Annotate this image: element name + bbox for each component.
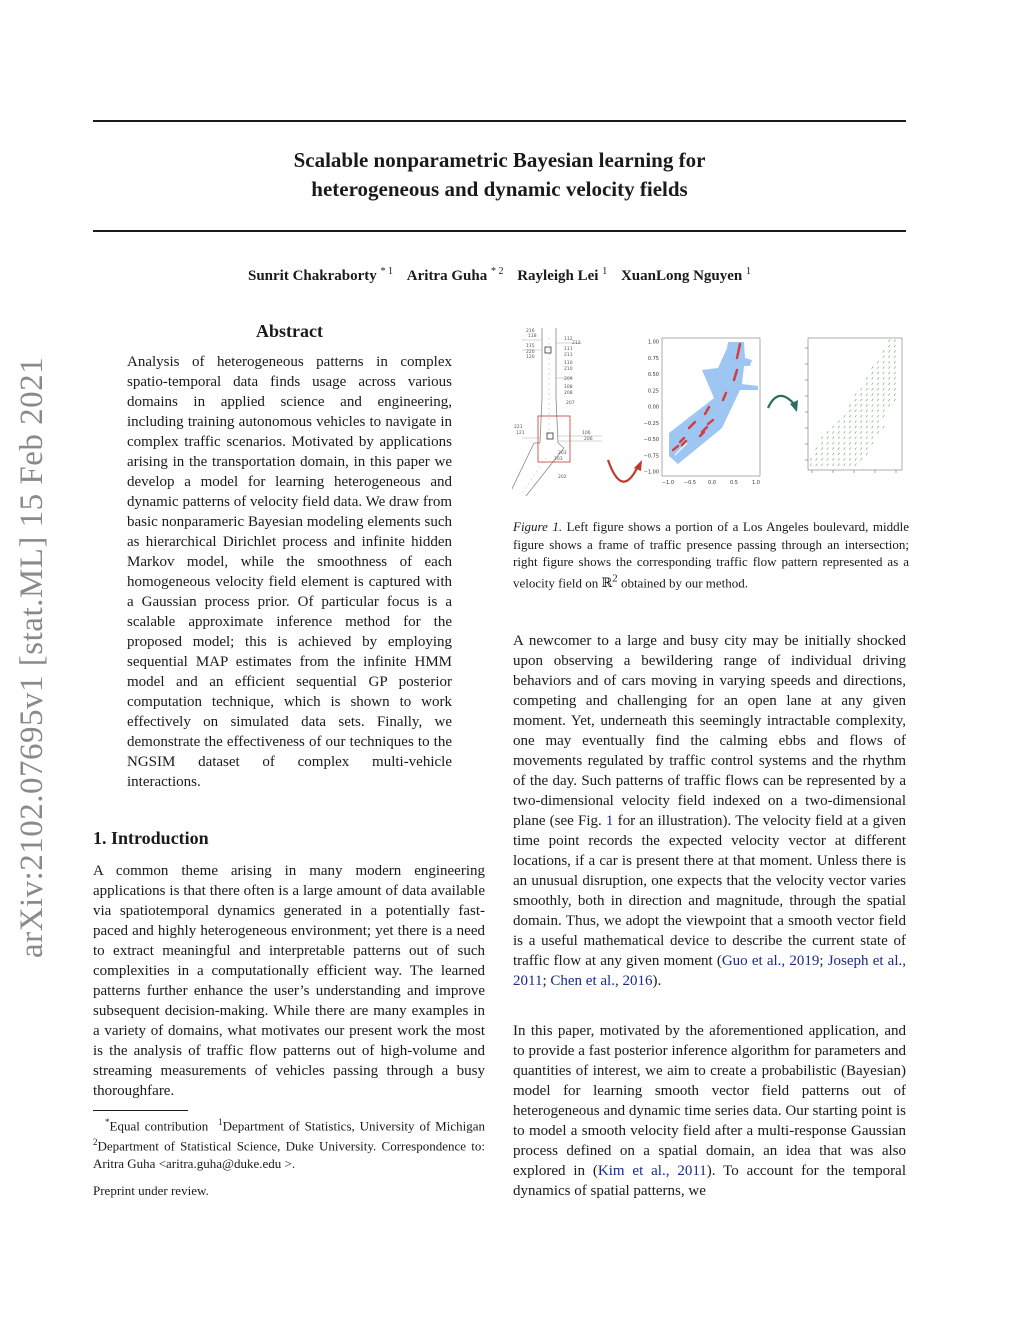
footnote-rule	[93, 1110, 188, 1111]
map-label: 202	[558, 475, 567, 480]
map-label: 206	[584, 437, 593, 442]
map-label: 121	[516, 431, 525, 436]
author: Sunrit Chakraborty $^{* 1}$	[248, 266, 394, 284]
title-line-1: Scalable nonparametric Bayesian learning for	[293, 148, 706, 172]
y-tick-label: −0.50	[643, 437, 659, 443]
y-tick-label: −1.00	[643, 469, 659, 476]
abstract-heading: Abstract	[256, 321, 323, 341]
abstract-text: Analysis of heterogeneous patterns in complex spatio-temporal data finds usage across various domains in applied science and engineering, including training autonomous vehicles to navigate in complex traffic scenarios. Motivated by applications arising in the transportation domain, in this paper we develop a model for learning heterogeneous and dynamic patterns of velocity field data. We draw from basic nonparameric Bayesian modeling elements such as hierarchical Dirichlet process and infinite hidden Markov model, while the smoothness of each homogeneous velocity field element is captured with a Gaussian process prior. Of particular focus is a scalable approximate inference method for the proposed model; this is achieved by employing sequential MAP estimates from the infinite HMM model and an efficient sequential GP posterior computation technique, which is shown to work effectively on simulated data sets. Finally, we demonstrate the effectiveness of our techniques to the NGSIM dataset of complex multi-vehicle interactions.	[127, 354, 452, 790]
y-tick-label: 0.00	[647, 404, 659, 411]
map-label: 208	[564, 391, 573, 396]
map-label: 110	[564, 361, 573, 366]
map-label: 108	[564, 385, 573, 390]
figure-1	[512, 328, 908, 496]
y-tick-label: 0.25	[647, 388, 659, 395]
map-label: 209	[564, 377, 573, 382]
velocity-field-plot	[805, 338, 902, 473]
map-label: 212	[572, 341, 581, 346]
title-rule-bottom	[93, 230, 906, 232]
title-rule-top	[93, 120, 906, 122]
introduction-paragraph-2: A newcomer to a large and busy city may be initially shocked upon observing a bewildering range of individual driving behaviors and of cars moving in varying speeds and directions, competing and challenging for an open lane at any given moment. Yet, underneath this seemingly intractable complexity, one may eventually find the calming ebbs and flows of movements regulated by traffic control systems and the rhythm of the day. Such patterns of traffic flows can be represented by a two-dimensional velocity field indexed on a two-dimensional plane (see Fig. 1 for an illustration). The velocity field at a given time point records the expected velocity vector at different locations, if a car is present there at that moment. Unless there is an unusual disruption, one expects that the velocity vector varies smoothly, both in direction and magnitude, through the spatial domain. Thus, we adopt the viewpoint that a smooth vector field is a useful mathematical device to describe the current state of traffic flow at any given moment (Guo et al., 2019; Joseph et al., 2011; Chen et al., 2016).	[513, 633, 907, 989]
map-label: 118	[528, 334, 537, 339]
traffic-frame-plot	[644, 338, 760, 486]
preprint-notice: Preprint under review.	[93, 1183, 209, 1198]
map-label: 115	[526, 344, 535, 349]
author: Aritra Guha $^{* 2}$	[406, 266, 504, 284]
section-heading-introduction: 1. Introduction	[93, 828, 209, 848]
author-affiliation: 1	[746, 266, 751, 277]
citation-link[interactable]: Kim et al., 2011	[597, 1163, 707, 1179]
author-affiliation: * 1	[380, 266, 394, 277]
introduction-paragraph-1: A common theme arising in many modern engineering applications is that there often is a large amount of data available via spatiotemporal dynamics generated in a potentially fast-paced and highly heterogeneous environment; yet there is a need to extract meaningful and interpretable patterns out of such complexities in a computationally efficient way. The learned patterns further enhance the user’s understanding and improve subsequent decision-making. While there are many examples in a variety of domains, what motivates our present work the most is the analysis of traffic flow patterns out of high-volume and streaming measurements of vehicles passing through a busy thoroughfare.	[93, 863, 485, 1099]
map-label: 221	[514, 425, 523, 430]
x-tick-label: −0.5	[683, 480, 697, 486]
introduction-paragraph-3: In this paper, motivated by the aforementioned application, and to provide a fast posterior inference algorithm for parameters and quantities of interest, we aim to create a probabilistic (Bayesian) model for learning smooth vector field patterns out of heterogeneous and dynamic time series data. Our starting point is to model a smooth velocity field after a multi-response Gaussian process defined on a spatial domain, an idea that was also explored in (Kim et al., 2011). To account for the temporal dynamics of spatial patterns, we	[513, 1023, 907, 1199]
title-line-2: heterogeneous and dynamic velocity fields	[311, 177, 688, 201]
author: XuanLong Nguyen $^1$	[620, 266, 751, 284]
map-label: 216	[526, 329, 535, 334]
map-label: 103	[554, 457, 563, 462]
citation-link[interactable]: Chen et al., 2016	[550, 973, 653, 989]
map-label: 210	[564, 367, 573, 372]
boulevard-map	[512, 328, 602, 496]
figure-reference-link[interactable]: 1	[605, 813, 614, 829]
map-label: 111	[564, 347, 573, 352]
x-tick-label: 0.5	[730, 480, 738, 486]
citation-link[interactable]: Guo et al., 2019	[721, 953, 820, 969]
figure-caption: Figure 1. Left figure shows a portion of a Los Angeles boulevard, middle figure shows a frame of traffic presence passing through an intersection; right figure shows the corresponding traffic flow pattern represented as a velocity field on ℝ$^2$ obtained by our method.	[513, 519, 909, 590]
x-tick-label: −1.0	[661, 480, 675, 486]
citation-link[interactable]: Joseph et al., 2011	[513, 953, 907, 989]
y-tick-label: 0.75	[647, 355, 659, 362]
map-label: 220	[526, 350, 535, 355]
y-tick-label: −0.25	[643, 420, 659, 427]
y-tick-label: 0.50	[647, 372, 659, 378]
author: Rayleigh Lei $^1$	[517, 266, 608, 284]
transition-arrow-left	[608, 460, 638, 482]
author-affiliation: 1	[602, 266, 608, 277]
x-tick-label: 1.0	[752, 480, 760, 486]
y-tick-label: 1.00	[647, 339, 659, 346]
map-label: 207	[566, 401, 575, 406]
math-r2: ℝ$^2$	[601, 572, 618, 590]
paper-title	[93, 146, 906, 204]
map-label: 211	[564, 353, 573, 358]
footnote: *Equal contribution $^1$Department of Statistics, University of Michigan $^2$Department of Statistical Science, Duke University. Correspondence to: Aritra Guha <aritra.guha@duke.edu >.	[93, 1117, 485, 1171]
author-list	[93, 266, 906, 285]
y-tick-label: −0.75	[643, 453, 659, 460]
arxiv-stamp: arXiv:2102.07695v1 [stat.ML] 15 Feb 2021	[14, 356, 50, 958]
x-tick-label: 0.0	[708, 480, 716, 486]
transition-arrow-right	[768, 396, 794, 408]
map-label: 203	[558, 451, 567, 456]
map-label: 106	[582, 431, 591, 436]
author-affiliation: * 2	[490, 266, 504, 277]
map-label: 120	[526, 355, 535, 360]
map-label: 112	[564, 337, 573, 342]
